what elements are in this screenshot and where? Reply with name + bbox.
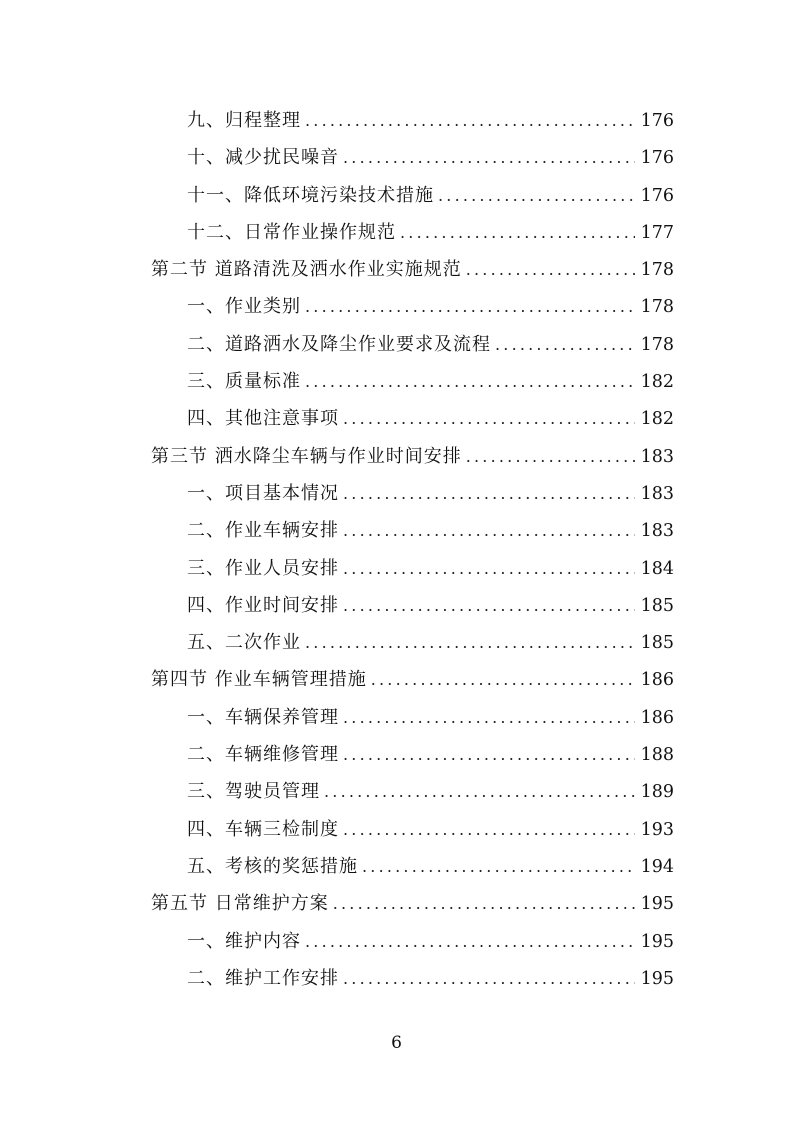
toc-entry-page: 195 [640,894,674,915]
toc-item-entry[interactable] [151,811,674,848]
toc-item-entry[interactable] [151,288,674,325]
toc-dot-leader [371,661,635,698]
toc-entry-title: 九、归程整理 [187,110,301,131]
toc-dot-leader [343,587,635,624]
toc-dot-leader [305,363,635,400]
toc-entry-title: 第三节 洒水降尘车辆与作业时间安排 [151,445,462,467]
toc-dot-leader [343,811,635,848]
toc-dot-leader [343,736,635,773]
toc-entry-title: 三、质量标准 [187,371,301,393]
toc-dot-leader [333,885,635,922]
toc-entry-page: 178 [640,297,674,318]
toc-dot-leader [466,251,635,288]
toc-entry-title: 四、其他注意事项 [187,408,339,430]
toc-entry-page: 195 [640,968,674,989]
toc-entry-title: 一、项目基本情况 [187,482,339,504]
toc-dot-leader [343,699,635,736]
toc-item-entry[interactable] [151,475,674,512]
toc-entry-page: 185 [640,633,674,654]
toc-dot-leader [343,139,635,176]
toc-item-entry[interactable] [151,587,674,624]
toc-entry-title: 二、车辆维修管理 [187,744,339,766]
toc-entry-page: 194 [640,856,674,877]
toc-item-entry[interactable] [151,699,674,736]
toc-entry-page: 186 [640,670,674,691]
toc-dot-leader [305,288,635,325]
toc-entry-page: 176 [640,148,674,169]
toc-entry-title: 第五节 日常维护方案 [151,893,329,915]
toc-item-entry[interactable] [151,550,674,587]
toc-entry-page: 195 [640,931,674,952]
toc-dot-leader [343,400,635,437]
toc-item-entry[interactable] [151,624,674,661]
toc-item-entry[interactable] [151,139,674,176]
toc-dot-leader [305,624,635,661]
toc-item-entry[interactable] [151,363,674,400]
toc-item-entry[interactable] [151,848,674,885]
toc-entry-title: 二、道路洒水及降尘作业要求及流程 [187,333,491,355]
toc-entry-page: 182 [640,372,674,393]
toc-section-entry[interactable] [151,661,674,698]
toc-entry-page: 184 [640,558,674,579]
toc-entry-page: 188 [640,745,674,766]
toc-entry-page: 183 [640,521,674,542]
toc-dot-leader [343,550,635,587]
toc-item-entry[interactable] [151,512,674,549]
toc-entry-title: 一、作业类别 [187,296,301,318]
toc-entry-title: 二、维护工作安排 [187,967,339,989]
toc-entry-title: 十一、降低环境污染技术措施 [187,184,434,206]
toc-entry-page: 185 [640,595,674,616]
toc-item-entry[interactable] [151,960,674,997]
toc-entry-page: 176 [640,111,674,131]
toc-entry-page: 182 [640,409,674,430]
table-of-contents [151,102,674,997]
toc-dot-leader [343,512,635,549]
toc-item-entry[interactable] [151,177,674,214]
toc-section-entry[interactable] [151,438,674,475]
toc-entry-page: 178 [640,334,674,355]
toc-item-entry[interactable] [151,102,674,139]
toc-entry-title: 第二节 道路清洗及洒水作业实施规范 [151,259,462,281]
toc-entry-page: 178 [640,260,674,281]
toc-entry-title: 三、作业人员安排 [187,557,339,579]
toc-entry-title: 五、考核的奖惩措施 [187,855,358,877]
page-number: 6 [391,1033,402,1053]
toc-entry-title: 四、车辆三检制度 [187,818,339,840]
toc-dot-leader [324,773,635,810]
toc-dot-leader [305,923,635,960]
toc-dot-leader [362,848,635,885]
toc-dot-leader [400,214,635,251]
toc-item-entry[interactable] [151,923,674,960]
toc-dot-leader [343,960,635,997]
toc-entry-page: 176 [640,185,674,206]
toc-dot-leader [343,475,635,512]
toc-entry-page: 193 [640,819,674,840]
toc-entry-page: 177 [640,222,674,243]
toc-dot-leader [305,102,635,139]
toc-item-entry[interactable] [151,773,674,810]
toc-entry-title: 十、减少扰民噪音 [187,147,339,169]
toc-dot-leader [466,438,635,475]
toc-entry-page: 189 [640,782,674,803]
toc-item-entry[interactable] [151,736,674,773]
toc-entry-page: 183 [640,446,674,467]
toc-dot-leader [495,326,635,363]
toc-item-entry[interactable] [151,400,674,437]
toc-item-entry[interactable] [151,326,674,363]
toc-entry-title: 三、驾驶员管理 [187,781,320,803]
toc-entry-title: 十二、日常作业操作规范 [187,221,396,243]
toc-item-entry[interactable] [151,214,674,251]
toc-entry-title: 一、车辆保养管理 [187,706,339,728]
toc-entry-title: 四、作业时间安排 [187,594,339,616]
toc-section-entry[interactable] [151,251,674,288]
toc-dot-leader [438,177,635,214]
toc-entry-title: 一、维护内容 [187,930,301,952]
toc-entry-page: 186 [640,707,674,728]
toc-entry-title: 第四节 作业车辆管理措施 [151,669,367,691]
toc-entry-title: 二、作业车辆安排 [187,520,339,542]
toc-entry-page: 183 [640,483,674,504]
toc-section-entry[interactable] [151,885,674,922]
toc-entry-title: 五、二次作业 [187,632,301,654]
